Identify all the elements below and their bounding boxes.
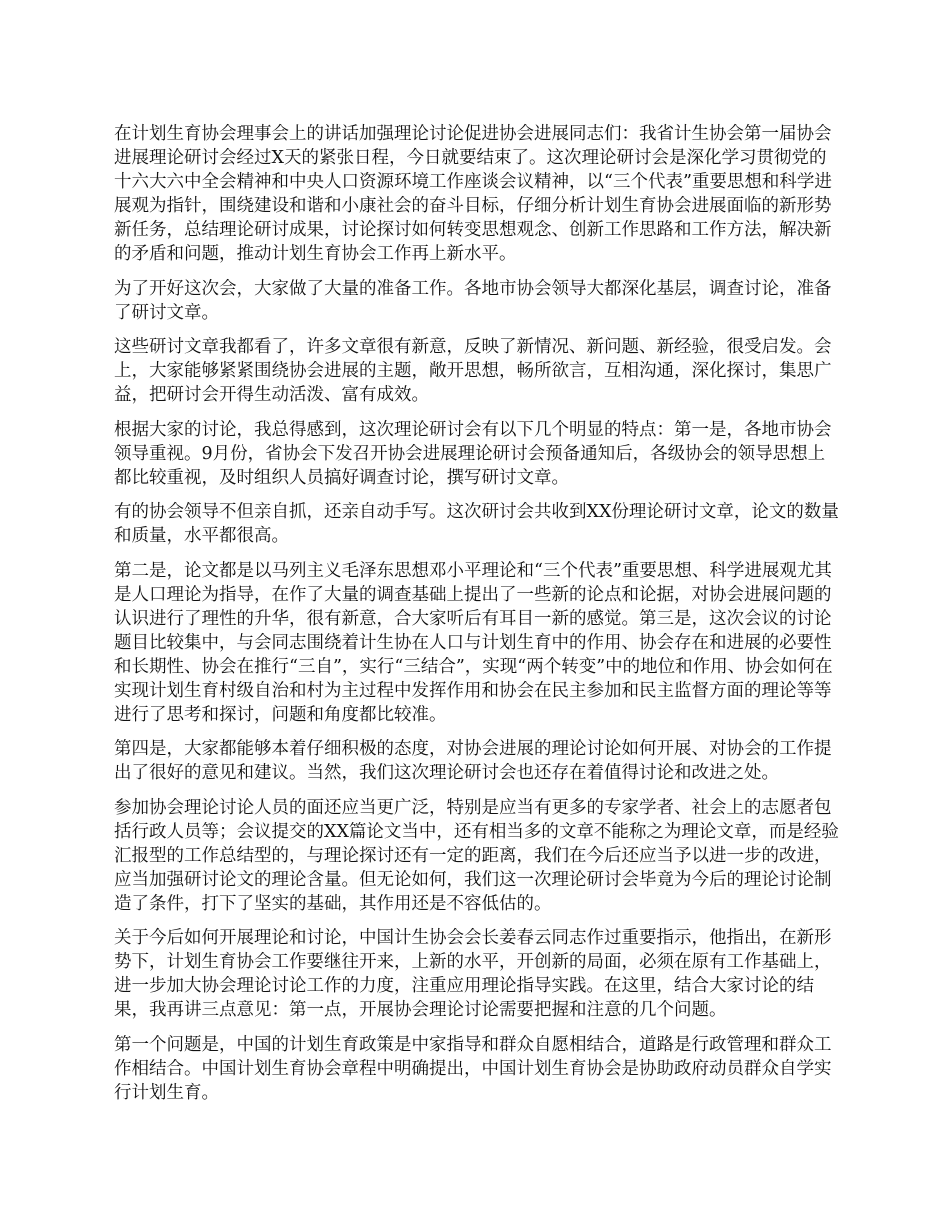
paragraph-10: 第一个问题是，中国的计划生育政策是中家指导和群众自愿相结合，道路是行政管理和群众工作相结合。中国计划生育协会章程中明确提出，中国计划生育协会是协助政府动员群众自学实行计划生育。 bbox=[114, 1034, 832, 1103]
paragraph-7: 第四是，大家都能够本着仔细积极的态度，对协会进展的理论讨论如何开展、对协会的工作提出了很好的意见和建议。当然，我们这次理论研讨会也还存在着值得讨论和改进之处。 bbox=[114, 739, 832, 783]
paragraph-5: 有的协会领导不但亲自抓，还亲自动手写。这次研讨会共收到XX份理论研讨文章，论文的数量和质量，水平都很高。 bbox=[114, 502, 839, 546]
paragraph-8: 参加协会理论讨论人员的面还应当更广泛，特别是应当有更多的专家学者、社会上的志愿者包括行政人员等；会议提交的XX篇论文当中，还有相当多的文章不能称之为理论文章，而是经验汇报型的工作总结型的，与理论探讨还有一定的距离，我们在今后还应当予以进一步的改进，应当加强研讨论文的理论含量。但无论如何，我们这一次理论研讨会毕竟为今后的理论讨论制造了条件，打下了坚实的基础，其作用还是不容低估的。 bbox=[114, 797, 839, 914]
paragraph-9: 关于今后如何开展理论和讨论，中国计生协会会长姜春云同志作过重要指示，他指出，在新形势下，计划生育协会工作要继往开来，上新的水平，开创新的局面，必须在原有工作基础上，进一步加大协会理论讨论工作的力度，注重应用理论指导实践。在这里，结合大家讨论的结果，我再讲三点意见：第一点，开展协会理论讨论需要把握和注意的几个问题。 bbox=[114, 928, 832, 1020]
paragraph-3: 这些研讨文章我都看了，许多文章很有新意，反映了新情况、新问题、新经验，很受启发。会上，大家能够紧紧围绕协会进展的主题，敞开思想，畅所欲言，互相沟通，深化探讨，集思广益，把研讨会开得生动活泼、富有成效。 bbox=[114, 337, 832, 405]
paragraph-2: 为了开好这次会，大家做了大量的准备工作。各地市协会领导大都深化基层，调查讨论，准备了研讨文章。 bbox=[114, 278, 832, 323]
document-body bbox=[114, 122, 840, 1115]
paragraph-6: 第二是，论文都是以马列主义毛泽东思想邓小平理论和“三个代表”重要思想、科学进展观尤其是人口理论为指导，在作了大量的调查基础上提出了一些新的论点和论据，对协会进展问题的认识进行了理性的升华，很有新意，合大家听后有耳目一新的感觉。第三是，这次会议的讨论题目比较集中，与会同志围绕着计生协在人口与计划生育中的作用、协会存在和进展的必要性和长期性、协会在推行“三自”，实行“三结合”，实现“两个转变”中的地位和作用、协会如何在实现计划生育村级自治和村为主过程中发挥作用和协会在民主参加和民主监督方面的理论等等进行了思考和探讨，问题和角度都比较准。 bbox=[114, 560, 833, 725]
paragraph-4: 根据大家的讨论，我总得感到，这次理论研讨会有以下几个明显的特点：第一是，各地市协会领导重视。9月份，省协会下发召开协会进展理论研讨会预备通知后，各级协会的领导思想上都比较重视，及时组织人员搞好调查讨论，撰写研讨文章。 bbox=[114, 419, 832, 488]
paragraph-1: 在计划生育协会理事会上的讲话加强理论讨论促进协会进展同志们：我省计生协会第一届协会进展理论研讨会经过X天的紧张日程，今日就要结束了。这次理论研讨会是深化学习贯彻党的十六大六中全会精神和中央人口资源环境工作座谈会议精神，以“三个代表”重要思想和科学进展观为指针，围绕建设和谐和小康社会的奋斗目标，仔细分析计划生育协会进展面临的新形势新任务，总结理论研讨成果，讨论探讨如何转变思想观念、创新工作思路和工作方法，解决新的矛盾和问题，推动计划生育协会工作再上新水平。 bbox=[114, 124, 832, 264]
